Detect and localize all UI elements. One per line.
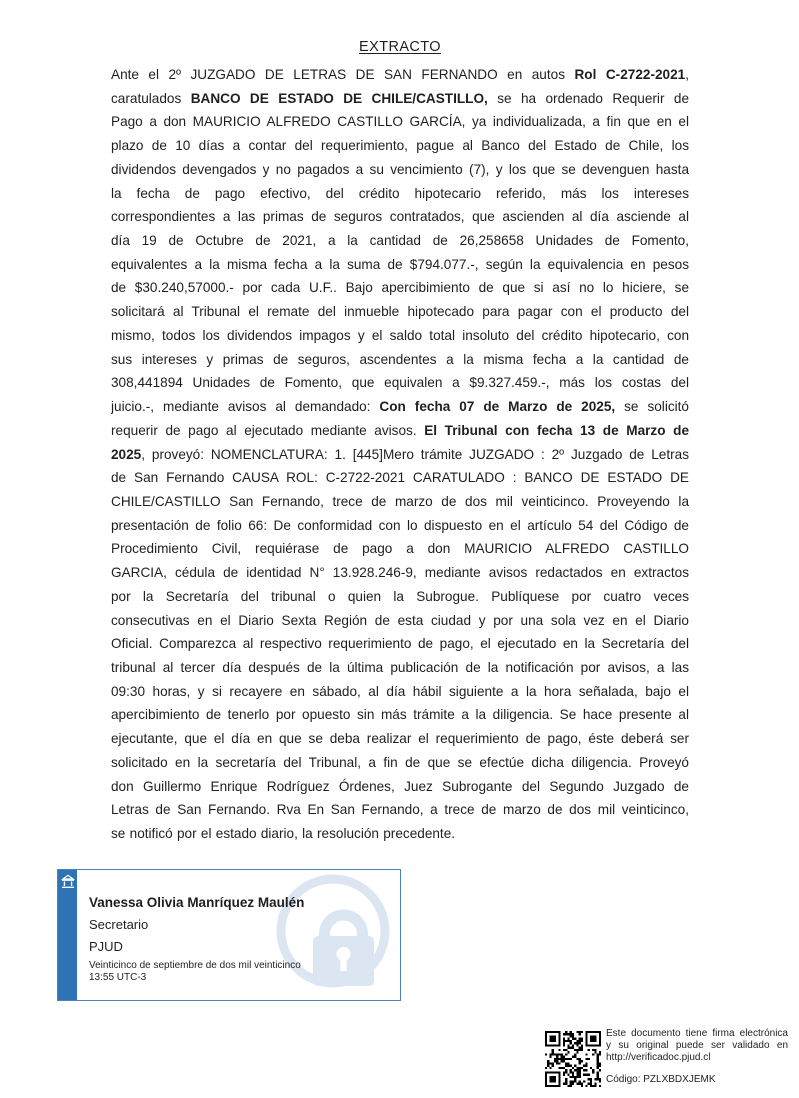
document-line: dividendos devengados y no pagados a su vencimiento (7), y los que se devenguen hasta xyxy=(111,161,689,177)
document-line: 09:30 horas, y si recayere en sábado, al día hábil siguiente a la hora señalada, bajo el xyxy=(111,683,689,699)
document-line: de $30.240,57000.- por cada U.F.. Bajo apercibimiento de que si así no lo hiciere, se xyxy=(111,280,689,296)
signer-organization: PJUD xyxy=(89,939,123,954)
document-line: 2025, proveyó: NOMENCLATURA: 1. [445]Mero trámite JUZGADO : 2º Juzgado de Letras xyxy=(111,446,689,462)
document-line: CHILE/CASTILLO San Fernando, trece de marzo de dos mil veinticinco. Proveyendo la xyxy=(111,493,689,509)
signature-accent-bar xyxy=(58,870,77,1000)
verification-url: http://verificadoc.pjud.cl xyxy=(606,1052,711,1064)
document-line: equivalentes a la misma fecha a la suma de $794.077.-, según la equivalencia en pesos xyxy=(111,256,689,272)
qr-code xyxy=(545,1030,601,1088)
signer-role: Secretario xyxy=(89,917,149,932)
signature-card xyxy=(57,869,401,1001)
document-line: GARCIA, cédula de identidad N° 13.928.246-9, mediante avisos redactados en extractos xyxy=(111,565,689,581)
verification-line: Este documento tiene firma electrónica xyxy=(606,1028,788,1039)
document-line: Letras de San Fernando. Rva En San Fernando, a trece de marzo de dos mil veinticinco, xyxy=(111,802,689,818)
document-line: solicitado en la secretaría del Tribunal, a fin de que se efectúe dicha diligencia. Proveyó xyxy=(111,754,689,770)
document-line: plazo de 10 días a contar del requerimiento, pague al Banco del Estado de Chile, los xyxy=(111,138,689,154)
document-line: día 19 de Octubre de 2021, a la cantidad de 26,258658 Unidades de Fomento, xyxy=(111,233,689,249)
document-line: de San Fernando CAUSA ROL: C-2722-2021 CARATULADO : BANCO DE ESTADO DE xyxy=(111,470,689,486)
document-line: mismo, todos los dividendos impagos y el saldo total insoluto del crédito hipotecario, con xyxy=(111,327,689,343)
document-line: juicio.-, mediante avisos al demandado: Con fecha 07 de Marzo de 2025, se solicitó xyxy=(111,399,689,415)
signature-time: 13:55 UTC-3 xyxy=(89,972,147,983)
document-line: Ante el 2º JUZGADO DE LETRAS DE SAN FERNANDO en autos Rol C-2722-2021, xyxy=(111,67,689,82)
document-line: Procedimiento Civil, requiérase de pago a don MAURICIO ALFREDO CASTILLO xyxy=(111,541,689,557)
document-line: correspondientes a las primas de seguros contratados, que ascienden al día asciende al xyxy=(111,209,689,225)
document-line: solicitará al Tribunal el remate del inmueble hipotecado para pagar con el producto del xyxy=(111,304,689,320)
verification-code: Código: PZLXBDXJEMK xyxy=(606,1073,716,1085)
page-title: EXTRACTO xyxy=(359,39,441,55)
courthouse-icon xyxy=(61,874,75,889)
document-line: tribunal al tercer día después de la última publicación de la notificación por avisos, a las xyxy=(111,659,689,675)
document-line: por la Secretaría del tribunal o quien la Subrogue. Publíquese por cuatro veces xyxy=(111,588,689,604)
document-line: apercibimiento de tenerlo por opuesto sin más trámite a la diligencia. Se hace presente al xyxy=(111,707,689,723)
signature-date: Veinticinco de septiembre de dos mil veinticinco xyxy=(89,960,301,971)
document-line: caratulados BANCO DE ESTADO DE CHILE/CASTILLO, se ha ordenado Requerir de xyxy=(111,90,689,106)
lock-icon xyxy=(276,872,400,996)
document-line: requerir de pago al ejecutado mediante avisos. El Tribunal con fecha 13 de Marzo de xyxy=(111,422,689,438)
document-line: ejecutante, que el día en que se deba realizar el requerimiento de pago, éste deberá ser xyxy=(111,731,689,747)
verification-line: y su original puede ser validado en xyxy=(606,1040,788,1052)
document-line: presentación de folio 66: De conformidad con lo dispuesto en el artículo 54 del Código de xyxy=(111,517,689,533)
verification-block xyxy=(606,1028,788,1086)
signer-name: Vanessa Olivia Manríquez Maulén xyxy=(89,895,305,910)
document-body xyxy=(111,63,689,846)
document-line: Pago a don MAURICIO ALFREDO CASTILLO GARCÍA, ya individualizada, a fin que en el xyxy=(111,114,689,130)
document-line: don Guillermo Enrique Rodríguez Órdenes, Juez Subrogante del Segundo Juzgado de xyxy=(111,778,689,794)
document-line: 308,441894 Unidades de Fomento, que equivalen a $9.327.459.-, más los costas del xyxy=(111,375,689,391)
document-line: consecutivas en el Diario Sexta Región de esta ciudad y por una sola vez en el Diario xyxy=(111,612,689,628)
document-line: sus intereses y primas de seguros, ascendentes a la misma fecha a la cantidad de xyxy=(111,351,689,367)
document-line: Oficial. Comparezca al respectivo requerimiento de pago, el ejecutado en la Secretaría del xyxy=(111,636,689,652)
document-line: la fecha de pago efectivo, del crédito hipotecario referido, más los intereses xyxy=(111,185,689,201)
document-line: se notificó por el estado diario, la resolución precedente. xyxy=(111,826,456,841)
